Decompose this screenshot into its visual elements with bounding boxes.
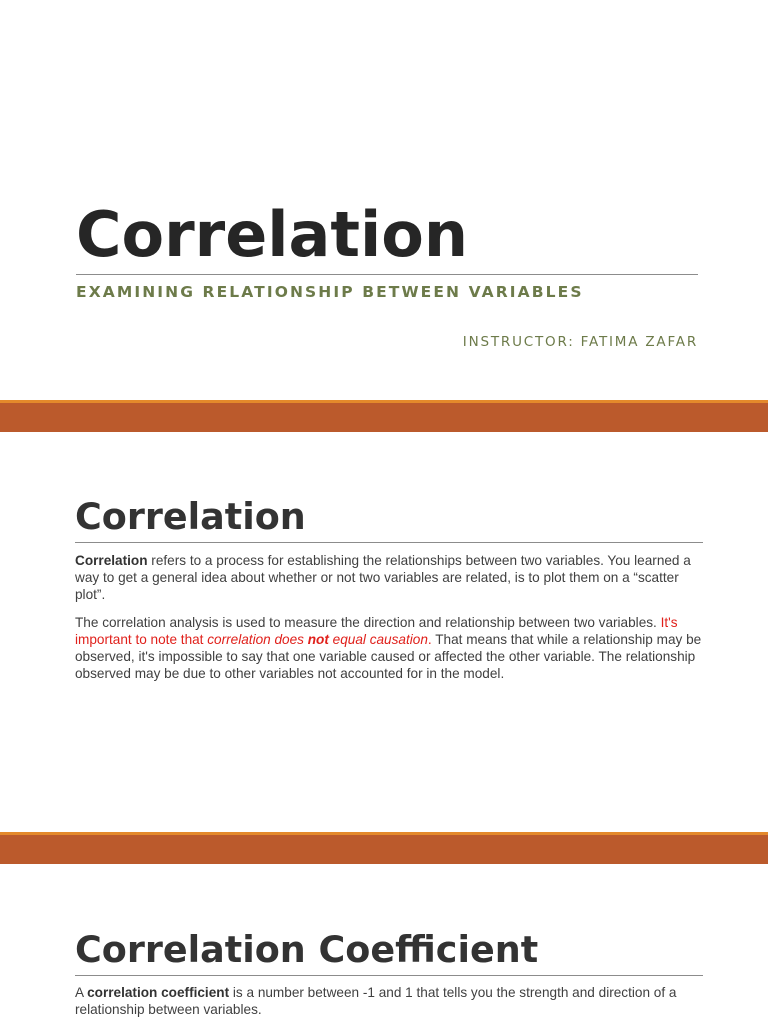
warning-emphasis: not bbox=[307, 632, 329, 647]
slide-separator-band bbox=[0, 400, 768, 432]
title-divider bbox=[76, 274, 698, 275]
title-slide bbox=[0, 0, 768, 400]
warning-text: It's important to note that bbox=[75, 615, 678, 647]
paragraph-text: is a number between -1 and 1 that tells you the strength and direction of a relationship between variables. bbox=[75, 985, 677, 1017]
slide-body bbox=[75, 984, 707, 1024]
instructor-name: INSTRUCTOR: FATIMA ZAFAR bbox=[462, 334, 698, 350]
correlation-coefficient-slide bbox=[0, 864, 768, 1024]
paragraph-text: refers to a process for establishing the relationships between two variables. You learned a way to get a general idea about whether or not two variables are related, is to plot them on a “scatter plot”. bbox=[75, 553, 691, 602]
slide-separator-band bbox=[0, 832, 768, 864]
paragraph bbox=[75, 552, 707, 603]
key-term: correlation coefficient bbox=[87, 985, 230, 1000]
warning-italic-text: equal causation bbox=[328, 632, 428, 647]
paragraph bbox=[75, 984, 707, 1018]
warning-italic-text: correlation does bbox=[207, 632, 308, 647]
warning-text: . bbox=[427, 632, 432, 647]
slide-heading: Correlation Coefficient bbox=[75, 928, 539, 971]
slide-heading: Correlation bbox=[75, 495, 306, 538]
paragraph-text: A bbox=[75, 985, 88, 1000]
presentation-title: Correlation bbox=[76, 198, 469, 271]
paragraph bbox=[75, 614, 707, 682]
heading-divider bbox=[75, 975, 703, 976]
paragraph-text: The correlation analysis is used to measure the direction and relationship between two variables. bbox=[75, 615, 661, 630]
paragraph-text: That means that while a relationship may be observed, it's impossible to say that one variable caused or affected the other variable. The relationship observed may be due to other variables not accounted for in the model. bbox=[75, 632, 702, 681]
key-term: Correlation bbox=[75, 553, 148, 568]
correlation-slide bbox=[0, 432, 768, 832]
presentation-subtitle: EXAMINING RELATIONSHIP BETWEEN VARIABLES bbox=[76, 283, 584, 301]
heading-divider bbox=[75, 542, 703, 543]
slide-body bbox=[75, 552, 707, 693]
